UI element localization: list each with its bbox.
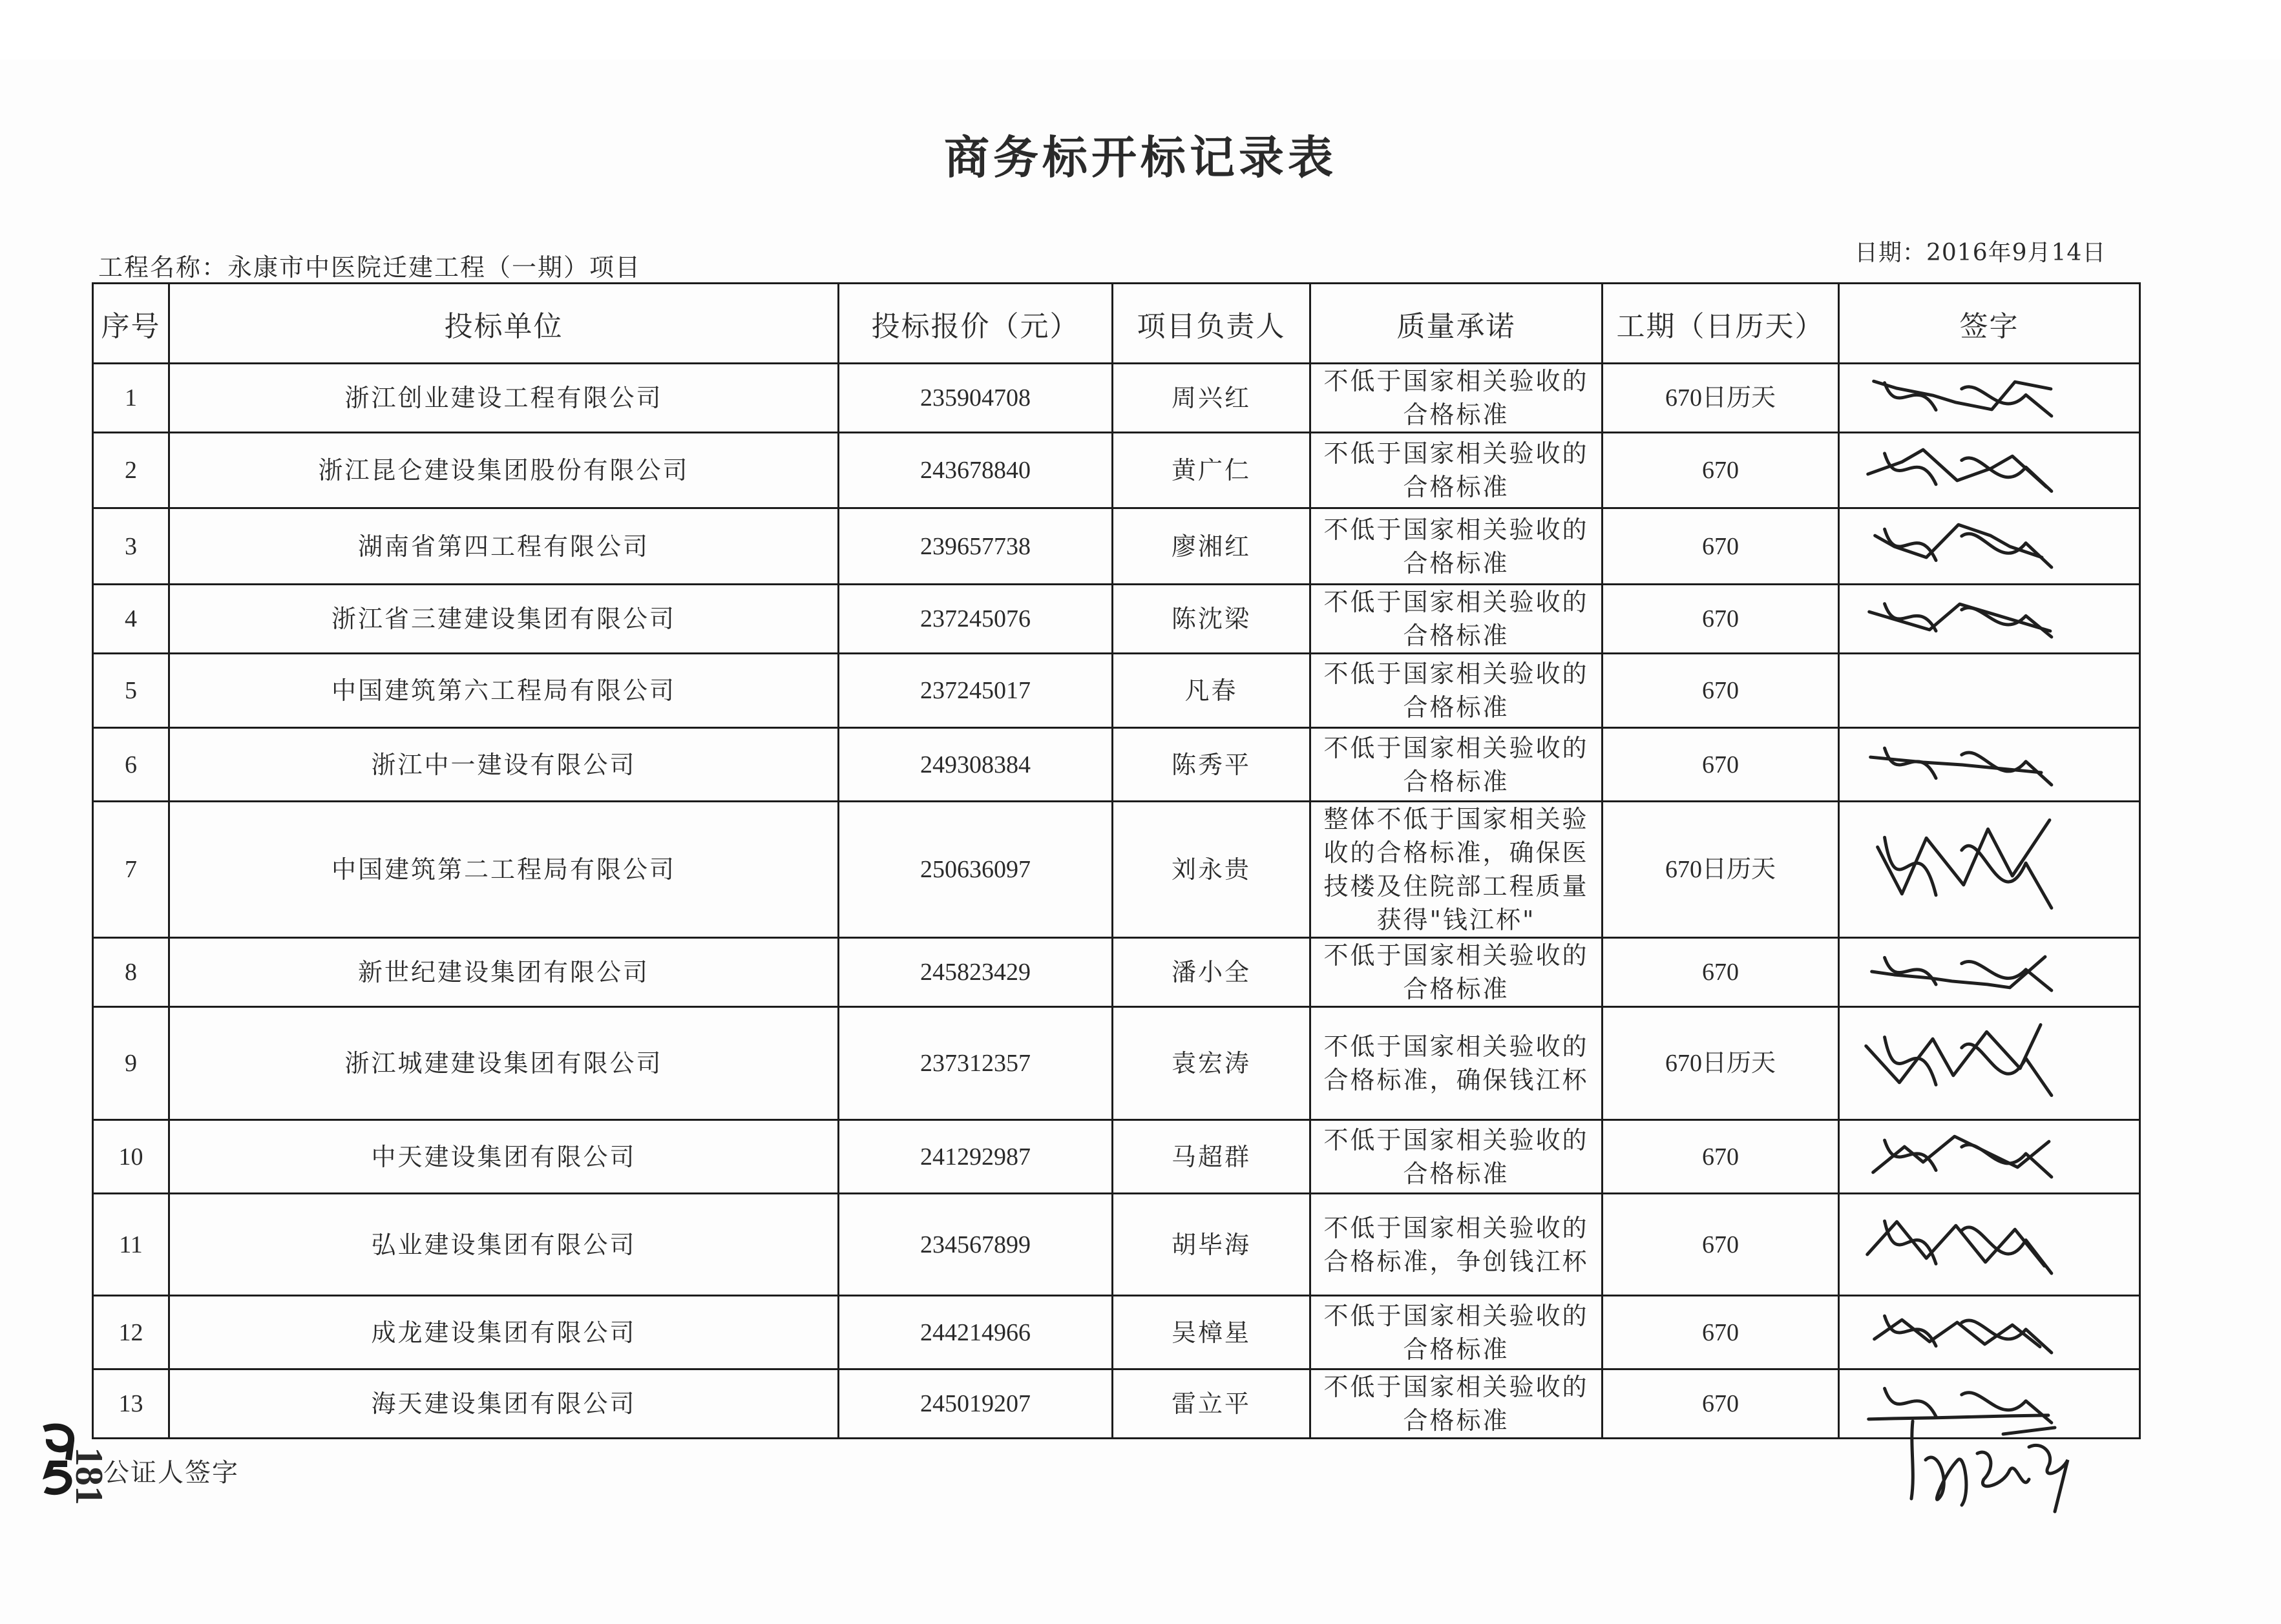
row-bidder: 中国建筑第六工程局有限公司 <box>169 654 839 728</box>
handwritten-signature <box>1840 1123 2139 1191</box>
row-price: 244214966 <box>839 1296 1113 1369</box>
row-price: 237312357 <box>839 1007 1113 1120</box>
row-duration: 670日历天 <box>1603 1007 1839 1120</box>
row-quality: 不低于国家相关验收的合格标准 <box>1310 1296 1603 1369</box>
handwritten-signature <box>1840 731 2139 798</box>
header-manager: 项目负责人 <box>1113 284 1310 364</box>
row-signature <box>1839 1194 2140 1296</box>
row-price: 239657738 <box>839 508 1113 585</box>
row-bidder: 浙江中一建设有限公司 <box>169 728 839 802</box>
row-duration: 670 <box>1603 1296 1839 1369</box>
row-quality: 不低于国家相关验收的合格标准 <box>1310 1369 1603 1439</box>
row-manager: 廖湘红 <box>1113 508 1310 585</box>
header-quality: 质量承诺 <box>1310 284 1603 364</box>
row-quality: 不低于国家相关验收的合格标准 <box>1310 654 1603 728</box>
row-price: 241292987 <box>839 1120 1113 1194</box>
table-row <box>93 1296 2140 1369</box>
row-bidder: 新世纪建设集团有限公司 <box>169 938 839 1007</box>
row-seq: 1 <box>93 364 169 433</box>
row-price: 245823429 <box>839 938 1113 1007</box>
header-bidder: 投标单位 <box>169 284 839 364</box>
row-signature <box>1839 938 2140 1007</box>
row-bidder: 浙江创业建设工程有限公司 <box>169 364 839 433</box>
row-seq: 13 <box>93 1369 169 1439</box>
row-manager: 马超群 <box>1113 1120 1310 1194</box>
table-row <box>93 654 2140 728</box>
row-quality: 整体不低于国家相关验收的合格标准，确保医技楼及住院部工程质量获得"钱江杯" <box>1310 802 1603 938</box>
row-duration: 670 <box>1603 508 1839 585</box>
row-bidder: 中国建筑第二工程局有限公司 <box>169 802 839 938</box>
row-duration: 670 <box>1603 938 1839 1007</box>
row-price: 234567899 <box>839 1194 1113 1296</box>
row-quality: 不低于国家相关验收的合格标准 <box>1310 508 1603 585</box>
row-quality: 不低于国家相关验收的合格标准 <box>1310 938 1603 1007</box>
row-price: 235904708 <box>839 364 1113 433</box>
document-date: 日期：2016年9月14日 <box>1855 240 2107 266</box>
row-bidder: 浙江省三建建设集团有限公司 <box>169 585 839 654</box>
table-row <box>93 1007 2140 1120</box>
row-bidder: 浙江城建建设集团有限公司 <box>169 1007 839 1120</box>
bid-record-table <box>92 282 2141 1439</box>
row-seq: 3 <box>93 508 169 585</box>
handwritten-signature <box>1840 368 2139 428</box>
document-title: 商务标开标记录表 <box>944 130 1337 184</box>
row-quality: 不低于国家相关验收的合格标准 <box>1310 585 1603 654</box>
row-price: 250636097 <box>839 802 1113 938</box>
row-bidder: 海天建设集团有限公司 <box>169 1369 839 1439</box>
header-duration: 工期（日历天） <box>1603 284 1839 364</box>
row-signature <box>1839 728 2140 802</box>
row-signature <box>1839 802 2140 938</box>
table-row <box>93 433 2140 508</box>
row-signature <box>1839 585 2140 654</box>
row-duration: 670 <box>1603 433 1839 508</box>
row-duration: 670 <box>1603 1369 1839 1439</box>
row-manager: 胡毕海 <box>1113 1194 1310 1296</box>
row-duration: 670 <box>1603 654 1839 728</box>
row-signature <box>1839 433 2140 508</box>
row-signature <box>1839 364 2140 433</box>
row-manager: 凡春 <box>1113 654 1310 728</box>
row-quality: 不低于国家相关验收的合格标准 <box>1310 728 1603 802</box>
row-quality: 不低于国家相关验收的合格标准 <box>1310 1120 1603 1194</box>
row-manager: 陈秀平 <box>1113 728 1310 802</box>
row-seq: 9 <box>93 1007 169 1120</box>
row-quality: 不低于国家相关验收的合格标准 <box>1310 364 1603 433</box>
handwritten-signature <box>1840 1197 2139 1293</box>
row-seq: 5 <box>93 654 169 728</box>
row-price: 245019207 <box>839 1369 1113 1439</box>
row-price: 237245017 <box>839 654 1113 728</box>
row-duration: 670日历天 <box>1603 364 1839 433</box>
row-manager: 吴樟星 <box>1113 1296 1310 1369</box>
table-row <box>93 364 2140 433</box>
project-name: 工程名称：永康市中医院迁建工程（一期）项目 <box>98 253 642 282</box>
handwritten-signature <box>1840 1010 2139 1117</box>
row-duration: 670 <box>1603 1194 1839 1296</box>
header-signature: 签字 <box>1839 284 2140 364</box>
row-bidder: 湖南省第四工程有限公司 <box>169 508 839 585</box>
handwritten-signature <box>1840 512 2139 581</box>
row-bidder: 成龙建设集团有限公司 <box>169 1296 839 1369</box>
table-body <box>93 364 2140 1439</box>
row-manager: 刘永贵 <box>1113 802 1310 938</box>
header-price: 投标报价（元） <box>839 284 1113 364</box>
row-seq: 12 <box>93 1296 169 1369</box>
row-duration: 670 <box>1603 728 1839 802</box>
row-signature <box>1839 1007 2140 1120</box>
table-row <box>93 802 2140 938</box>
table-row <box>93 585 2140 654</box>
row-signature <box>1839 508 2140 585</box>
scan-edge <box>0 0 2281 59</box>
row-bidder: 浙江昆仑建设集团股份有限公司 <box>169 433 839 508</box>
row-quality: 不低于国家相关验收的合格标准，确保钱江杯 <box>1310 1007 1603 1120</box>
row-seq: 8 <box>93 938 169 1007</box>
row-duration: 670日历天 <box>1603 802 1839 938</box>
row-seq: 10 <box>93 1120 169 1194</box>
handwritten-signature <box>1840 1299 2139 1366</box>
handwritten-signature <box>1840 942 2139 1003</box>
row-price: 237245076 <box>839 585 1113 654</box>
row-manager: 潘小全 <box>1113 938 1310 1007</box>
header-seq: 序号 <box>93 284 169 364</box>
row-seq: 4 <box>93 585 169 654</box>
row-bidder: 中天建设集团有限公司 <box>169 1120 839 1194</box>
row-manager: 袁宏涛 <box>1113 1007 1310 1120</box>
row-manager: 陈沈梁 <box>1113 585 1310 654</box>
table-row <box>93 938 2140 1007</box>
table-row <box>93 1120 2140 1194</box>
notary-signature-label: 公证人签字 <box>103 1458 239 1488</box>
row-price: 243678840 <box>839 433 1113 508</box>
row-price: 249308384 <box>839 728 1113 802</box>
table-header-row <box>93 284 2140 364</box>
row-duration: 670 <box>1603 1120 1839 1194</box>
row-signature <box>1839 654 2140 728</box>
row-manager: 黄广仁 <box>1113 433 1310 508</box>
handwritten-signature <box>1840 436 2139 505</box>
table-row <box>93 1194 2140 1296</box>
row-seq: 7 <box>93 802 169 938</box>
row-manager: 周兴红 <box>1113 364 1310 433</box>
row-bidder: 弘业建设集团有限公司 <box>169 1194 839 1296</box>
table-row <box>93 1369 2140 1439</box>
row-quality: 不低于国家相关验收的合格标准 <box>1310 433 1603 508</box>
row-quality: 不低于国家相关验收的合格标准，争创钱江杯 <box>1310 1194 1603 1296</box>
handwritten-signature <box>1840 805 2139 934</box>
page-number: 181 <box>68 1447 110 1505</box>
row-signature <box>1839 1120 2140 1194</box>
row-seq: 11 <box>93 1194 169 1296</box>
row-duration: 670 <box>1603 585 1839 654</box>
row-manager: 雷立平 <box>1113 1369 1310 1439</box>
row-seq: 2 <box>93 433 169 508</box>
table-row <box>93 728 2140 802</box>
table-row <box>93 508 2140 585</box>
handwritten-signature <box>1840 588 2139 649</box>
row-seq: 6 <box>93 728 169 802</box>
row-signature <box>1839 1296 2140 1369</box>
notary-signature <box>1900 1408 2094 1534</box>
